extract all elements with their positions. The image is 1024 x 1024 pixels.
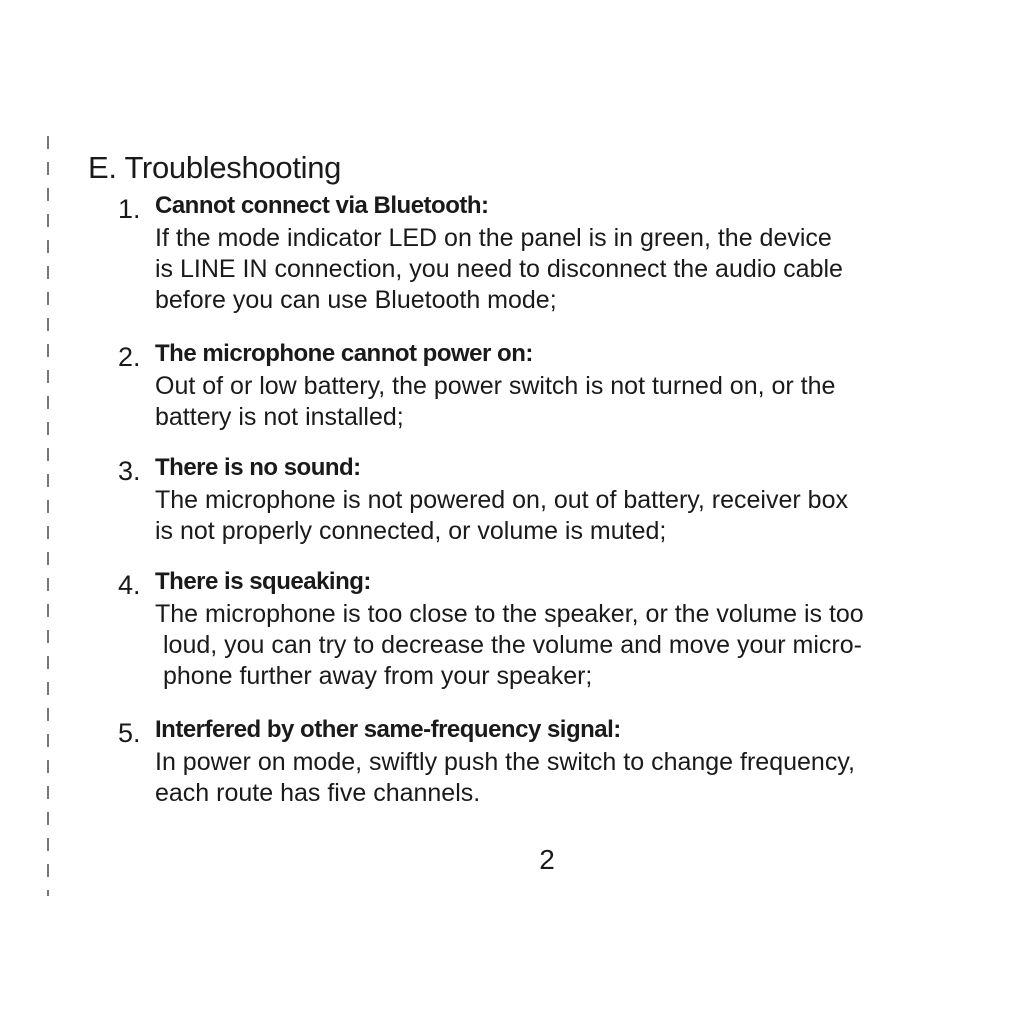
item-body-line: In power on mode, swiftly push the switch to change frequency, [155, 748, 855, 776]
item-body-line: is LINE IN connection, you need to disconnect the audio cable [155, 255, 843, 283]
item-body-line: is not properly connected, or volume is muted; [155, 517, 667, 545]
item-number: 4. [118, 570, 141, 600]
item-heading: Cannot connect via Bluetooth: [155, 192, 489, 219]
item-body-line: each route has five channels. [155, 779, 481, 807]
item-number: 3. [118, 456, 141, 486]
item-heading: Interfered by other same-frequency signal: [155, 716, 621, 743]
section-title: E. Troubleshooting [88, 150, 342, 185]
item-number: 5. [118, 718, 141, 748]
item-body [155, 599, 975, 692]
item-body [155, 371, 975, 433]
item-number: 1. [118, 194, 141, 224]
item-heading: The microphone cannot power on: [155, 340, 533, 367]
item-body [155, 747, 975, 809]
item-body-line: Out of or low battery, the power switch is not turned on, or the [155, 372, 836, 400]
item-body-line: The microphone is too close to the speaker, or the volume is too [155, 600, 864, 628]
item-body-line: battery is not installed; [155, 403, 404, 431]
item-body-line: loud, you can try to decrease the volume and move your micro- [163, 631, 862, 659]
item-body-line: If the mode indicator LED on the panel is in green, the device [155, 224, 832, 252]
item-heading: There is no sound: [155, 454, 361, 481]
item-body-line: phone further away from your speaker; [163, 662, 593, 690]
item-body [155, 223, 975, 316]
page-number: 2 [539, 844, 555, 875]
item-body-line: before you can use Bluetooth mode; [155, 286, 557, 314]
dashed-cut-line [47, 136, 49, 896]
item-body [155, 485, 975, 547]
item-heading: There is squeaking: [155, 568, 371, 595]
item-number: 2. [118, 342, 141, 372]
item-body-line: The microphone is not powered on, out of battery, receiver box [155, 486, 848, 514]
